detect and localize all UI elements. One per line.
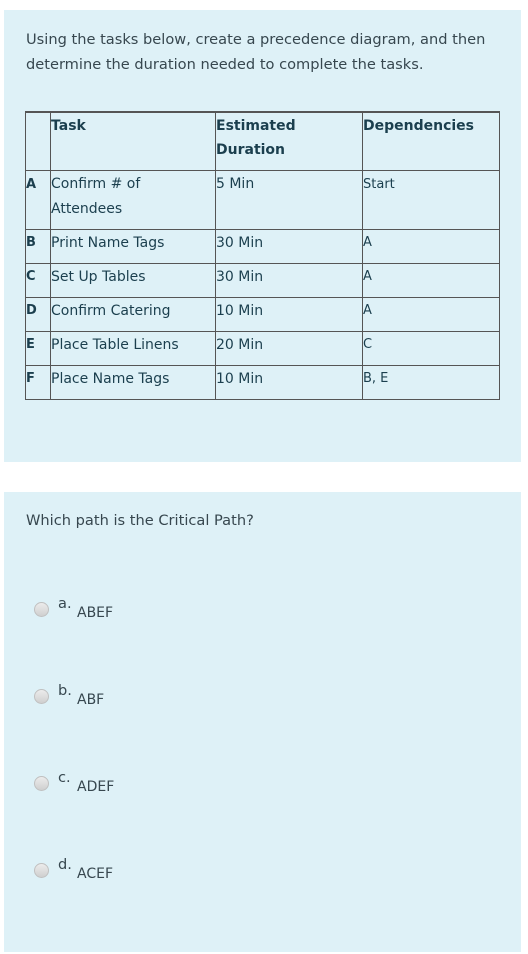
task-letter: F <box>26 365 51 399</box>
option-letter: a. <box>58 595 72 612</box>
task-dependencies: B, E <box>363 365 500 399</box>
task-letter: C <box>26 263 51 297</box>
option-letter: b. <box>58 682 72 699</box>
table-header-row <box>26 112 500 170</box>
table-row <box>26 170 500 229</box>
radio-button[interactable] <box>34 776 49 791</box>
option-letter: c. <box>58 769 71 786</box>
option-c[interactable] <box>34 768 234 798</box>
task-name: Confirm Catering <box>51 297 216 331</box>
task-table <box>25 111 500 400</box>
task-letter: B <box>26 229 51 263</box>
option-label[interactable]: ABF <box>77 692 105 708</box>
task-dependencies: Start <box>363 170 500 229</box>
task-dependencies: A <box>363 297 500 331</box>
header-duration: Estimated Duration <box>216 112 363 170</box>
table-row <box>26 331 500 365</box>
task-dependencies: A <box>363 263 500 297</box>
task-duration: 20 Min <box>216 331 363 365</box>
task-duration: 30 Min <box>216 229 363 263</box>
table-row <box>26 365 500 399</box>
question-panel <box>4 492 521 952</box>
task-name: Confirm # of Attendees <box>51 170 216 229</box>
option-letter: d. <box>58 856 72 873</box>
header-dependencies: Dependencies <box>363 112 500 170</box>
task-duration: 30 Min <box>216 263 363 297</box>
question-text: Which path is the Critical Path? <box>26 512 254 529</box>
table-row <box>26 263 500 297</box>
info-panel <box>4 10 521 462</box>
table-row <box>26 229 500 263</box>
task-dependencies: A <box>363 229 500 263</box>
option-label[interactable]: ACEF <box>77 866 114 882</box>
task-duration: 5 Min <box>216 170 363 229</box>
task-dependencies: C <box>363 331 500 365</box>
header-task: Task <box>51 112 216 170</box>
task-letter: D <box>26 297 51 331</box>
header-letter <box>26 112 51 170</box>
task-name: Print Name Tags <box>51 229 216 263</box>
instructions-text: Using the tasks below, create a precedence diagram, and then determine the duration needed to complete the tasks. <box>26 31 486 73</box>
task-name: Place Table Linens <box>51 331 216 365</box>
table-row <box>26 297 500 331</box>
task-duration: 10 Min <box>216 297 363 331</box>
radio-button[interactable] <box>34 689 49 704</box>
task-duration: 10 Min <box>216 365 363 399</box>
radio-button[interactable] <box>34 602 49 617</box>
radio-button[interactable] <box>34 863 49 878</box>
task-letter: E <box>26 331 51 365</box>
option-d[interactable] <box>34 855 234 885</box>
task-name: Set Up Tables <box>51 263 216 297</box>
option-label[interactable]: ADEF <box>77 779 115 795</box>
option-b[interactable] <box>34 681 234 711</box>
task-name: Place Name Tags <box>51 365 216 399</box>
option-label[interactable]: ABEF <box>77 605 114 621</box>
option-a[interactable] <box>34 594 234 624</box>
task-letter: A <box>26 170 51 229</box>
